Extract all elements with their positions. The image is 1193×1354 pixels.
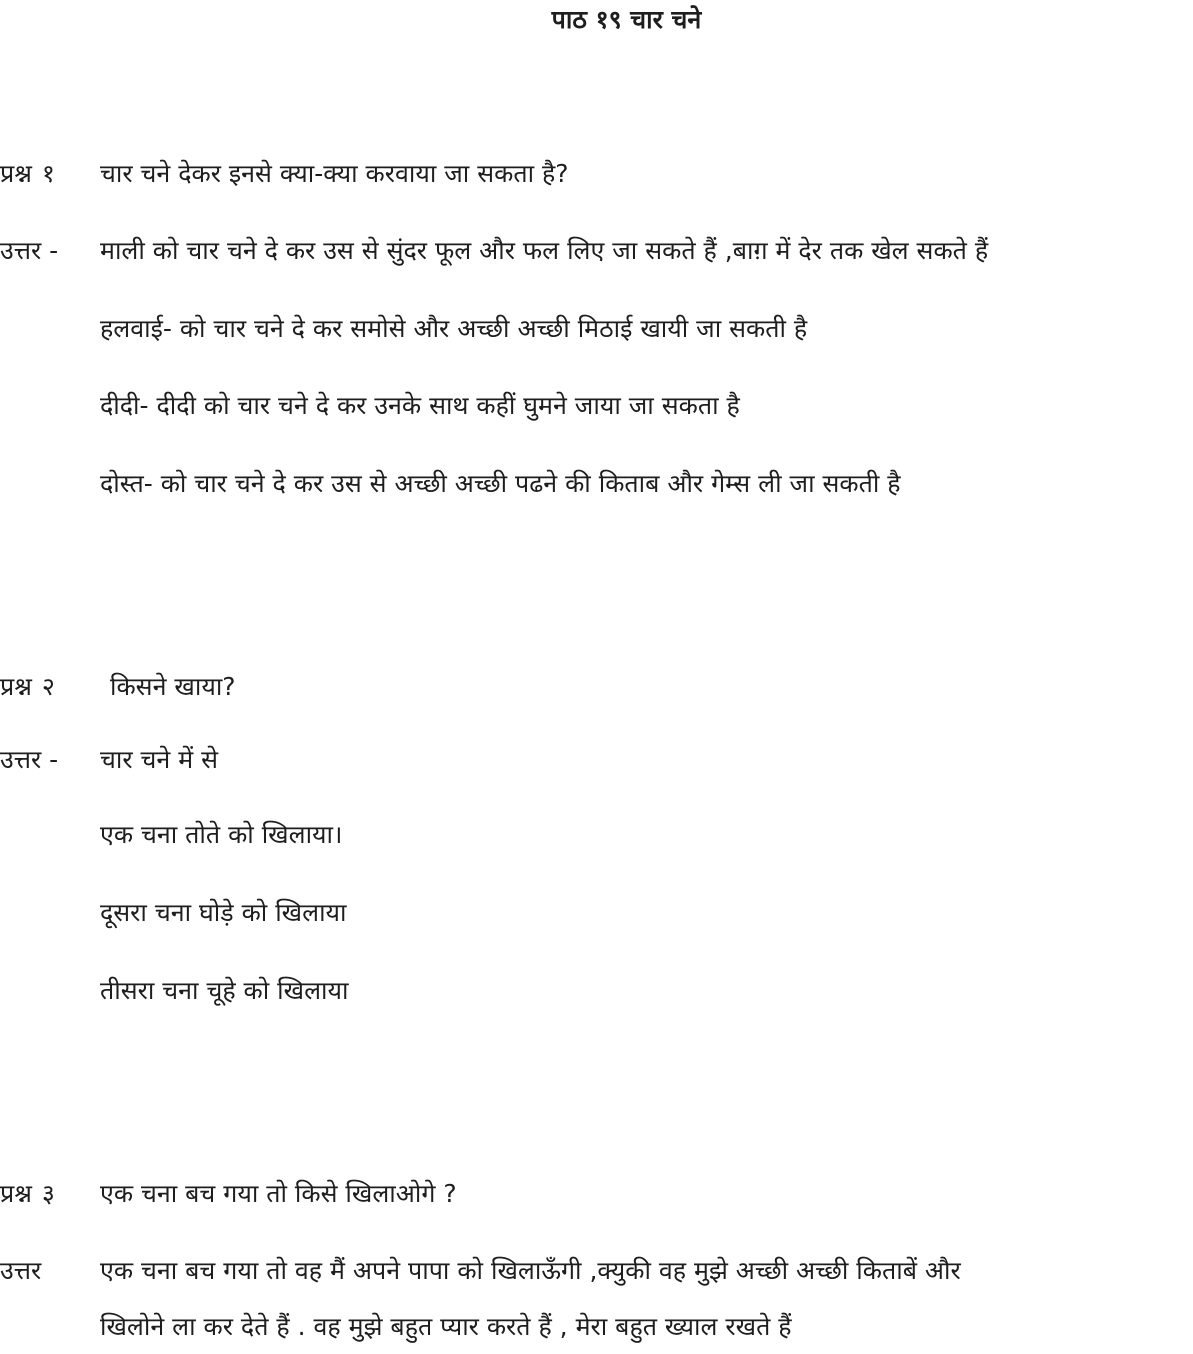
answer-2-line-3: दूसरा चना घोड़े को खिलाया	[100, 898, 347, 927]
answer-label: उत्तर -	[0, 745, 59, 774]
answer-1-line-2: हलवाई- को चार चने दे कर समोसे और अच्छी अच्छी मिठाई खायी जा सकती है	[100, 314, 808, 343]
answer-1-line-1	[0, 234, 988, 268]
question-2	[0, 670, 236, 704]
answer-text: चार चने में से	[100, 745, 219, 774]
answer-3-line-2: खिलोने ला कर देते हैं . वह मुझे बहुत प्यार करते हैं , मेरा बहुत ख्याल रखते हैं	[100, 1312, 792, 1341]
question-number: १	[41, 159, 55, 188]
answer-1-line-4: दोस्त- को चार चने दे कर उस से अच्छी अच्छी पढने की किताब और गेम्स ली जा सकती है	[100, 469, 901, 498]
answer-text: एक चना बच गया तो वह मैं अपने पापा को खिलाऊँगी ,क्युकी वह मुझे अच्छी अच्छी किताबें और	[100, 1256, 961, 1285]
answer-3-line-1	[0, 1254, 961, 1288]
question-text: चार चने देकर इनसे क्या-क्या करवाया जा सकता है?	[100, 159, 569, 188]
answer-2-line-1	[0, 743, 218, 777]
answer-label: उत्तर -	[0, 236, 59, 265]
page-title: पाठ १९ चार चने	[551, 5, 702, 34]
question-label: प्रश्न	[0, 672, 32, 701]
question-label: प्रश्न	[0, 1179, 32, 1208]
answer-label: उत्तर	[0, 1256, 42, 1285]
answer-2-line-4: तीसरा चना चूहे को खिलाया	[100, 976, 349, 1005]
question-3	[0, 1177, 457, 1211]
question-text: एक चना बच गया तो किसे खिलाओगे ?	[100, 1179, 457, 1208]
question-label: प्रश्न	[0, 159, 32, 188]
question-number: ३	[41, 1179, 55, 1208]
answer-1-line-3: दीदी- दीदी को चार चने दे कर उनके साथ कहीं घुमने जाया जा सकता है	[100, 391, 740, 420]
question-1	[0, 157, 569, 191]
question-number: २	[41, 672, 55, 701]
question-text: किसने खाया?	[110, 672, 236, 701]
answer-2-line-2: एक चना तोते को खिलाया।	[100, 820, 343, 849]
answer-text: माली को चार चने दे कर उस से सुंदर फूल और फल लिए जा सकते हैं ,बाग़ में देर तक खेल सकते हैं	[100, 236, 989, 265]
